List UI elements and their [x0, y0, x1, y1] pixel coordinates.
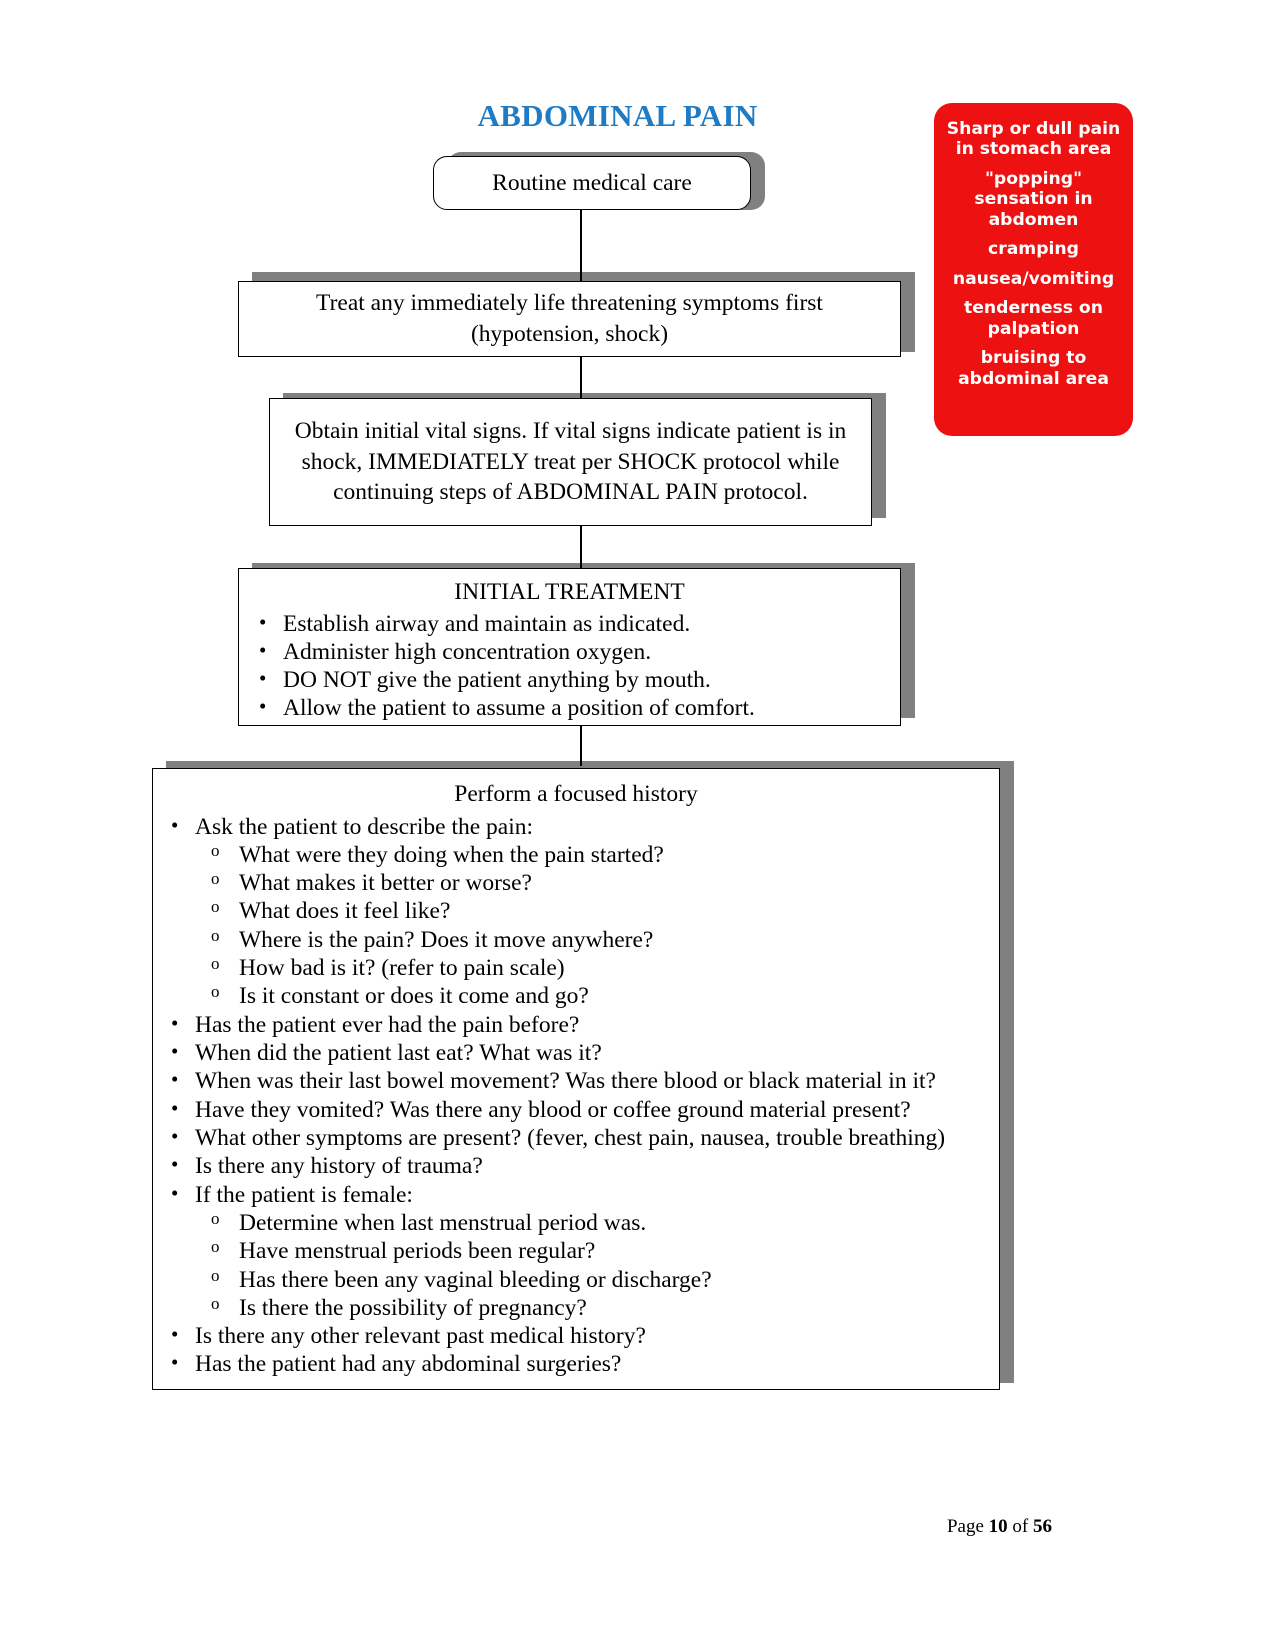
list-item	[195, 897, 989, 925]
list-item	[251, 666, 888, 694]
flow-box-initial-treatment	[238, 568, 901, 726]
symptom-item: cramping	[988, 239, 1079, 260]
connector-4-to-5	[580, 726, 582, 766]
pain-questions-list	[195, 841, 989, 1011]
connector-2-to-3	[580, 357, 582, 398]
list-item	[195, 841, 989, 869]
list-item-text: • Have they vomited? Was there any blood or coffee ground material present?	[195, 1097, 911, 1123]
footer-prefix: Page	[946, 1516, 989, 1537]
list-item	[163, 1067, 989, 1095]
symptom-item: tenderness on palpation	[964, 298, 1103, 339]
footer-middle: of	[1007, 1516, 1033, 1537]
list-item	[163, 1011, 989, 1039]
list-item	[251, 638, 888, 666]
flow-box-life-threatening-symptoms	[238, 281, 901, 357]
list-item	[163, 1039, 989, 1067]
list-item-text: o Have menstrual periods been regular?	[239, 1238, 595, 1264]
female-questions-list	[195, 1209, 989, 1322]
list-item-text: o Determine when last menstrual period was.	[239, 1210, 646, 1236]
flow-box-4-heading: INITIAL TREATMENT	[454, 579, 685, 605]
connector-1-to-2	[580, 210, 582, 282]
list-item	[163, 1152, 989, 1180]
flow-box-1-text: Routine medical care	[492, 169, 692, 196]
flow-box-5-heading: Perform a focused history	[454, 781, 698, 807]
flow-box-3-line-2: shock, IMMEDIATELY treat per SHOCK protocol while	[301, 448, 840, 475]
flow-box-focused-history	[152, 768, 1000, 1390]
flow-box-3-text	[295, 416, 847, 508]
list-item	[195, 954, 989, 982]
list-item	[163, 1322, 989, 1350]
list-item-text: o What does it feel like?	[239, 898, 450, 924]
symptom-item: nausea/vomiting	[952, 268, 1115, 289]
list-item-text: • DO NOT give the patient anything by mouth.	[283, 667, 711, 693]
list-item	[251, 610, 888, 638]
list-item	[195, 1209, 989, 1237]
flow-box-2-line-1: Treat any immediately life threatening symptoms first	[316, 290, 823, 317]
flow-box-2-text	[316, 288, 823, 349]
list-item-text: • When did the patient last eat? What was it?	[195, 1040, 602, 1066]
list-item-text: o What makes it better or worse?	[239, 870, 532, 896]
symptom-item: Sharp or dull pain in stomach area	[946, 119, 1121, 160]
connector-3-to-4	[580, 526, 582, 568]
flow-box-2-line-2: (hypotension, shock)	[470, 321, 669, 347]
list-item	[195, 1294, 989, 1322]
flow-box-routine-medical-care	[433, 156, 751, 210]
list-item-text: • Is there any other relevant past medical history?	[195, 1323, 646, 1349]
initial-treatment-list	[251, 610, 888, 723]
symptom-item: "popping" sensation in abdomen	[974, 168, 1093, 230]
list-item-text: o Is it constant or does it come and go?	[239, 983, 589, 1009]
footer-total-pages: 56	[1033, 1516, 1052, 1537]
list-item-text: • What other symptoms are present? (fever, chest pain, nausea, trouble breathing)	[195, 1125, 945, 1151]
list-item	[195, 869, 989, 897]
list-item	[163, 1096, 989, 1124]
list-item-text: • Is there any history of trauma?	[195, 1153, 483, 1179]
list-item-text: • Allow the patient to assume a position of comfort.	[283, 695, 755, 721]
page-footer	[0, 1516, 1052, 1538]
list-item	[195, 926, 989, 954]
list-item	[195, 1266, 989, 1294]
list-item	[195, 982, 989, 1010]
page-title: ABDOMINAL PAIN	[477, 98, 758, 133]
list-item-text: • When was their last bowel movement? Was there blood or black material in it?	[195, 1068, 936, 1094]
list-item-text: o How bad is it? (refer to pain scale)	[239, 955, 565, 981]
list-item-text: • If the patient is female:	[195, 1182, 413, 1208]
list-item-text: • Administer high concentration oxygen.	[283, 639, 651, 665]
list-item-text: o Where is the pain? Does it move anywhere?	[239, 927, 653, 953]
list-item	[163, 1350, 989, 1378]
flow-box-initial-vital-signs	[269, 398, 872, 526]
focused-history-list	[163, 813, 989, 1379]
list-item	[163, 813, 989, 1011]
flow-box-3-line-3: continuing steps of ABDOMINAL PAIN protocol.	[333, 479, 808, 506]
list-item-text: • Establish airway and maintain as indicated.	[283, 611, 690, 637]
list-item	[163, 1124, 989, 1152]
list-item-text: • Has the patient had any abdominal surgeries?	[195, 1351, 621, 1377]
list-item-text: o What were they doing when the pain started?	[239, 842, 664, 868]
list-item	[195, 1237, 989, 1265]
list-item	[163, 1181, 989, 1323]
list-item-text: • Has the patient ever had the pain before?	[195, 1012, 579, 1038]
symptom-callout-panel	[934, 103, 1133, 436]
symptom-item: bruising to abdominal area	[958, 348, 1109, 389]
list-item-text: • Ask the patient to describe the pain:	[195, 814, 533, 840]
flow-box-3-line-1: Obtain initial vital signs. If vital signs indicate patient is in	[294, 418, 847, 445]
list-item-text: o Has there been any vaginal bleeding or discharge?	[239, 1267, 712, 1293]
footer-current-page: 10	[988, 1516, 1008, 1537]
list-item-text: o Is there the possibility of pregnancy?	[239, 1295, 587, 1321]
list-item	[251, 694, 888, 722]
